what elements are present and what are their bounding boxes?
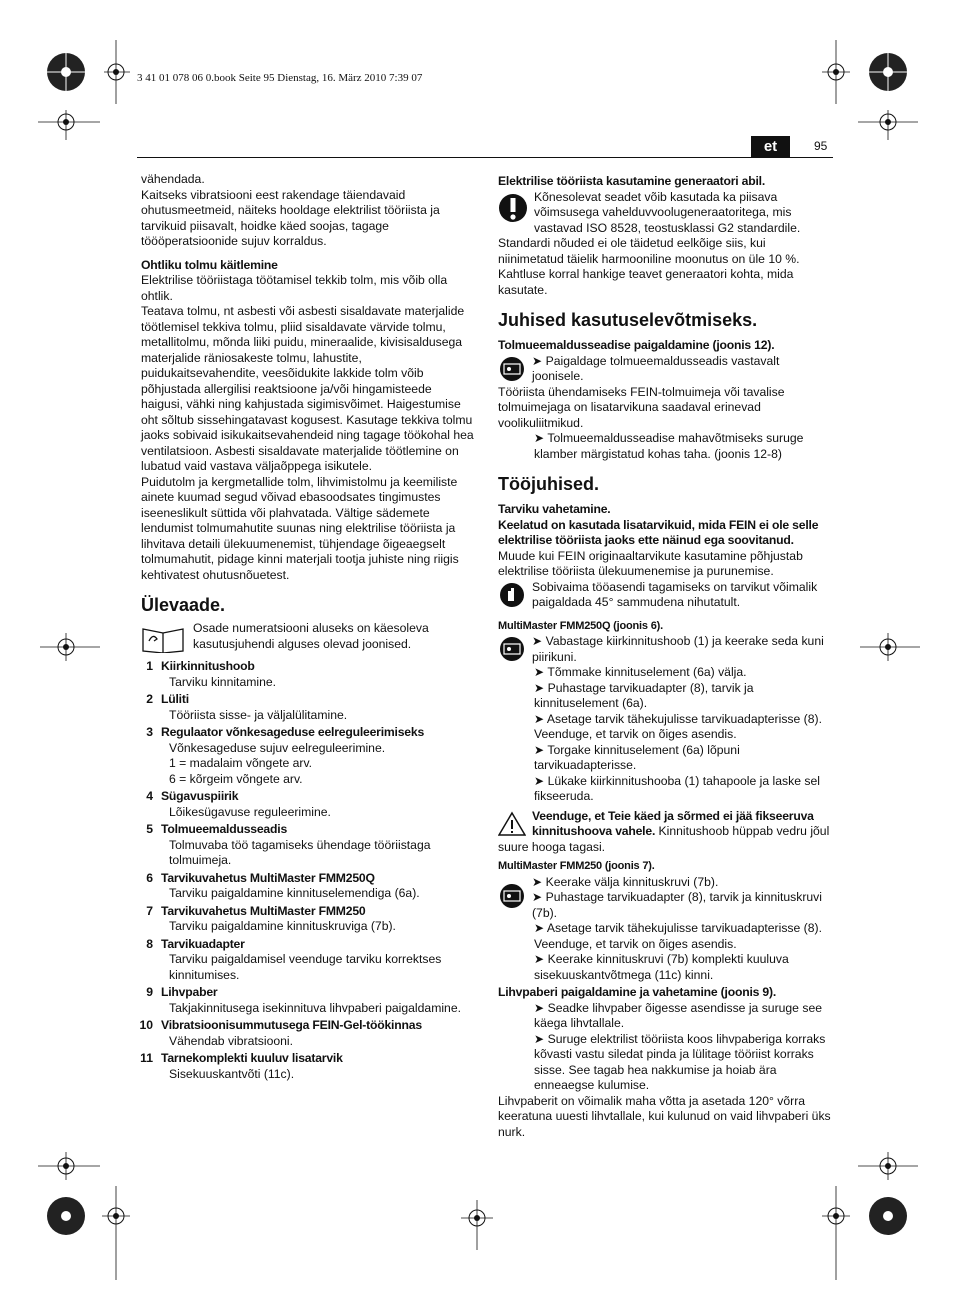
fmm250-step: ➤ Keerake kinnituskruvi (7b) komplekti kuuluva sisekuuskantvõtmega (11c) kinni. [534,952,789,982]
part-description: Vähendab vibratsiooni. [169,1033,293,1048]
part-description: Võnkesageduse sujuv eelreguleerimine. [169,740,386,755]
page-number: 95 [814,139,828,153]
generator-note [498,190,834,299]
dust-mount-step: ➤ Paigaldage tolmueemaldusseadis vastavalt joonisele. [532,353,780,383]
part-item-label [141,904,477,920]
language-tab: et [751,136,790,158]
fmm250q-step: ➤ Lükake kiirkinnitushooba (1) tahapoole ja laske sel fikseeruda. [534,773,820,803]
part-number: 7 [146,903,153,918]
part-description: Tarviku kinnitamine. [169,674,277,689]
part-item-label [141,659,477,675]
fmm250-heading: MultiMaster FMM250 (joonis 7). [498,860,655,872]
dust-remove-step: ➤ Tolmueemaldusseadise mahavõtmiseks suruge klamber märgistatud kohas taha. (joonis 12-8) [534,431,804,461]
part-item-label [141,985,477,1001]
tool-action-icon [498,356,526,382]
part-number: 1 [146,659,153,673]
part-number: 9 [146,985,153,999]
fmm250-step: ➤ Keerake välja kinnituskruvi (7b). [532,874,719,889]
part-description: Tööriista sisse- ja väljalülitamine. [169,707,348,722]
part-item-label [141,725,477,741]
part-item-label [141,1051,477,1067]
sanding-step: ➤ Suruge elektrilist tööriista koos lihvpaberiga korraks kõvasti vastu siledat pinda ja lülitage tööriist korraks sisse. See tagab hea nakkumise ja hoiab ära enneaegse kulumise. [534,1031,826,1092]
intro-paragraph: Kaitseks vibratsiooni eest rakendage täiendavaid ohutusmeetmeid, näiteks hooldage elektrilist tööriista ja tarvikuid piisavalt, hoidke käed soojas, tagage töööperatsioonide sujuv korraldus. [141,187,440,248]
part-item-label [141,1018,477,1034]
read-manual-icon [141,623,185,653]
caution-triangle-icon [498,811,526,837]
part-item-label [141,937,477,953]
fmm250-step: ➤ Asetage tarvik tähekujulisse tarvikuadapterisse (8). Veenduge, et tarvik on õiges asendis. [534,921,822,951]
fmm250q-step: ➤ Asetage tarvik tähekujulisse tarvikuadapterisse (8). Veenduge, et tarvik on õiges asendis. [534,711,822,741]
part-name: Regulaator võnkesageduse eelreguleerimiseks [161,725,425,739]
part-name: Tarvikuvahetus MultiMaster FMM250Q [161,870,375,885]
tool-warning-text: Muude kui FEIN originaaltarvikute kasutamine põhjustab elektrilise tööriista ülekuumenemise ja purunemise. [498,548,803,578]
dust-paragraph: Teatava tolmu, nt asbesti või asbesti sisaldavate materjalide töötlemisel tekkiva tolmu, pliid sisaldavate värvide tolmu, metallitolmu, mõnda liiki puidu, mineraalide, kivisisaldusega materjalide räniosakeste tolmu, lahustite, puidukaitsevahendite, veesõidukite lakkide tolm võib põhjustada allergilisi reaktsioone ja/või hingamisteede haigusi, vähki ning kahjustada sigimisvõimet. Haigestumise oht sõltub sissehingatavast kogusest. Kasutage tekkiva tolmu jaoks sobivaid isikukaitsevahendeid ning tagage töökohal hea ventilatsioon. Asbesti sisaldavate materjalide töötlemine on lubatud vaid vastava väljaõppega isikutele. [141,304,474,473]
part-description: Takjakinnitusega isekinnituva lihvpaberi paigaldamine. [169,1000,461,1015]
part-name: Tolmueemaldusseadis [161,822,288,836]
sanding-heading: Lihvpaberi paigaldamine ja vahetamine (joonis 9). [498,985,777,999]
part-number: 4 [146,789,153,803]
file-info: 3 41 01 078 06 0.book Seite 95 Dienstag, 16. März 2010 7:39 07 [137,72,423,84]
tool-warning-bold: Keelatud on kasutada lisatarvikuid, mida FEIN ei ole selle elektrilise tööriista jaoks ette näinud ega soovitanud. [498,517,819,547]
dust-heading: Ohtliku tolmu käitlemine [141,257,278,272]
part-description: Tarviku paigaldamine kinnituselemendiga (6a). [169,886,420,900]
part-name: Lüliti [161,692,189,706]
part-number: 8 [146,936,153,951]
angle-note [498,580,834,611]
part-name: Lihvpaber [161,985,218,999]
hand-tool-icon [498,582,526,608]
intro-line: vähendada. [141,172,205,186]
registration-mark-mid-left [40,625,100,675]
angle-text: Sobivaima tööasendi tagamiseks on tarvikut võimalik paigaldada 45° sammudena nihutatult. [532,579,818,609]
part-number: 11 [140,1051,153,1065]
left-column [141,172,477,1082]
work-heading: Tööjuhised. [498,474,599,494]
overview-heading: Ülevaade. [141,595,226,615]
registration-mark-top-left [38,40,148,160]
dust-mount-heading: Tolmueemaldusseadise paigaldamine (joonis 12). [498,338,775,352]
overview-note [141,621,477,653]
fmm250q-step: ➤ Puhastage tarvikuadapter (8), tarvik ja kinnituselement (6a). [534,680,754,710]
dust-mount-step-block [498,354,834,385]
sanding-text: Lihvpaberit on võimalik maha võtta ja asetada 120° võrra keeratuna uuesti lihvtallale, kui kulunud on vaid lihvpaberi üks nurk. [498,1093,831,1139]
tool-action-icon [498,636,526,662]
part-number: 10 [139,1018,153,1032]
part-number: 3 [146,725,153,739]
warning-exclamation-icon [498,192,528,224]
part-description: 1 = madalaim võngete arv. [169,756,313,770]
fmm250q-steps [498,634,834,665]
part-name: Sügavuspiirik [161,789,239,803]
generator-text: Kõnesolevat seadet võib kasutada ka piisava võimsusega vahelduvvoolugeneraatoritega, mis vastavad ISO 8528, teostusklassi G2 standardile. Standardi nõuded ei ole täidetud eelkõige siis, kui niinimetatud täielik harmooniline moonutus on üle 10 %. Kahtluse korral hankige teavet generaatori kohta, mida kasutate. [498,189,801,297]
tool-action-icon [498,883,526,909]
fmm250-step: ➤ Puhastage tarvikuadapter (8), tarvik ja kinnituskruvi (7b). [532,890,822,920]
generator-heading: Elektrilise tööriista kasutamine generaatori abil. [498,174,766,188]
fmm250-steps [498,875,834,922]
parts-list [141,659,477,1082]
dust-paragraph: Elektrilise tööriistaga töötamisel tekkib tolm, mis võib olla ohtlik. [141,273,448,303]
fmm250q-warning [498,809,834,856]
registration-mark-bottom-left [38,1140,148,1280]
fmm250q-step: ➤ Torgake kinnituselement (6a) lõpuni tarvikuadapterisse. [534,742,740,772]
part-number: 2 [146,692,153,706]
right-column [498,174,834,1140]
part-description: Sisekuuskantvõti (11c). [169,1066,295,1081]
part-description: Tolmuvaba töö tagamiseks ühendage tööriistaga tolmuimeja. [169,837,431,867]
header-rule [137,157,833,158]
part-description: Lõikesügavuse reguleerimine. [169,804,331,819]
part-name: Tarvikuvahetus MultiMaster FMM250 [161,903,366,918]
tool-change-heading: Tarviku vahetamine. [498,502,611,516]
part-item-label [141,871,477,887]
fmm250q-step: ➤ Tõmmake kinnituselement (6a) välja. [534,665,747,679]
part-item-label [141,822,477,838]
fmm250q-warning-bold: Veenduge, et Teie käed ja sõrmed ei jää fikseeruva kinnitushoova vahele. [532,808,814,838]
registration-mark-bottom-center [455,1200,499,1250]
registration-mark-bottom-right [800,1140,920,1280]
overview-text: Osade numeratsiooni aluseks on käesoleva kasutusjuhendi alguses olevad joonised. [193,621,429,651]
part-name: Tarvikuadapter [161,936,245,951]
part-number: 5 [146,822,153,836]
part-name: Kiirkinnitushoob [161,659,255,673]
part-item-label [141,789,477,805]
startup-heading: Juhised kasutuselevõtmiseks. [498,310,758,330]
registration-mark-mid-right [860,625,920,675]
part-name: Tarnekomplekti kuuluv lisatarvik [161,1051,343,1065]
dust-mount-text: Tööriista ühendamiseks FEIN-tolmuimeja või tavalise tolmuimejaga on lisatarvikuna saadaval erinevad voolikuliitmikud. [498,384,785,430]
part-description: 6 = kõrgeim võngete arv. [169,771,303,786]
fmm250q-step: ➤ Vabastage kiirkinnitushoob (1) ja keerake seda kuni piirikuni. [532,634,824,664]
part-description: Tarviku paigaldamine kinnituskruviga (7b). [169,919,396,933]
dust-paragraph: Puidutolm ja kergmetallide tolm, lihvimistolmu ja keemiliste ainete kuumad segud võivad ebasoodsates tingimustes iseeneslikult süttida või plahvatada. Vältige sädemete lendumist tolmumahutite suunas ning elektrilise tööriista ja lihvitava detaili ülekuumenemist, tühjendage õigeaegselt tolmumahutit, pidage kinni materjali tootja juhiste ning riigis kehtivatest ohutusnõuetest. [141,474,459,582]
part-description: Tarviku paigaldamisel veenduge tarviku korrektses kinnitumises. [169,952,442,982]
sanding-step: ➤ Seadke lihvpaber õigesse asendisse ja suruge see käega lihvtallale. [534,1000,822,1030]
fmm250q-warning-text: Kinnitushoob hüppab vedru jõul suure hooga tagasi. [498,824,830,854]
fmm250q-heading: MultiMaster FMM250Q (joonis 6). [498,619,663,632]
part-item-label [141,692,477,708]
part-name: Vibratsioonisummutusega FEIN-Gel-töökinnas [161,1018,422,1032]
part-number: 6 [146,870,153,885]
